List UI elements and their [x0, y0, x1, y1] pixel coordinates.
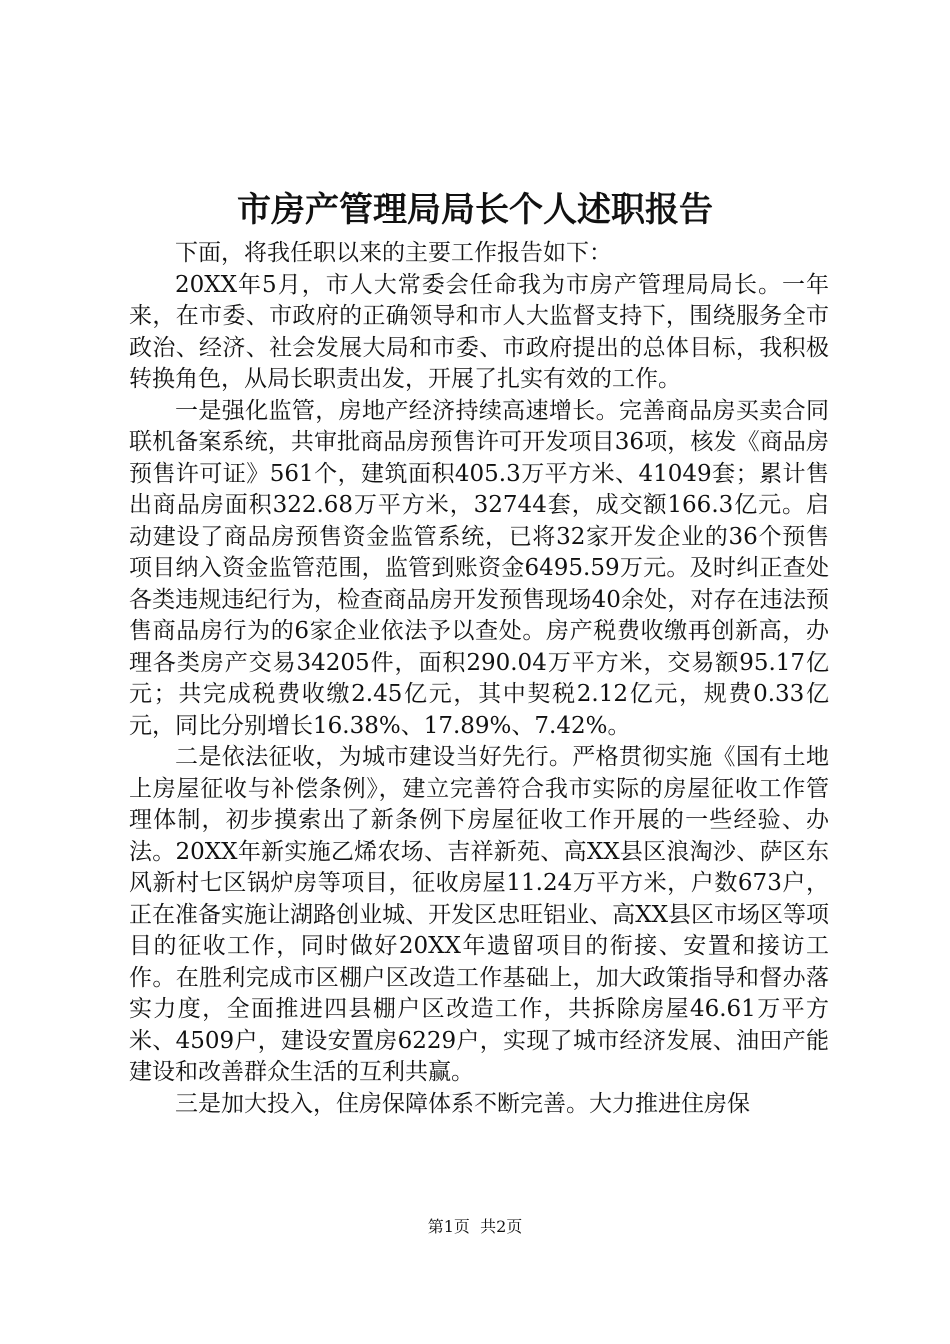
page-footer	[0, 1216, 950, 1238]
paragraph-intro: 下面，将我任职以来的主要工作报告如下：	[175, 240, 612, 266]
page-number: 第1页	[427, 1217, 470, 1236]
page-total: 共2页	[480, 1217, 523, 1236]
paragraph-supervision: 一是强化监管，房地产经济持续高速增长。完善商品房买卖合同联机备案系统，共审批商品房预售许可开发项目36项，核发《商品房预售许可证》561个，建筑面积405.3万平方米、41049套；累计售出商品房面积322.68万平方米，32744套，成交额166.3亿元。启动建设了商品房预售资金监管系统，已将32家开发企业的36个预售项目纳入资金监管范围，监管到账资金6495.59万元。及时纠正查处各类违规违纪行为，检查商品房开发预售现场40余处，对存在违法预售商品房行为的6家企业依法予以查处。房产税费收缴再创新高，办理各类房产交易34205件，面积290.04万平方米，交易额95.17亿元；共完成税费收缴2.45亿元，其中契税2.12亿元，规费0.33亿元，同比分别增长16.38%、17.89%、7.42%。	[129, 397, 829, 739]
document-body	[129, 238, 829, 1120]
paragraph-expropriation: 二是依法征收，为城市建设当好先行。严格贯彻实施《国有土地上房屋征收与补偿条例》，建立完善符合我市实际的房屋征收工作管理体制，初步摸索出了新条例下房屋征收工作开展的一些经验、办法。20XX年新实施乙烯农场、吉祥新苑、高XX县区浪淘沙、萨区东风新村七区锅炉房等项目，征收房屋11.24万平方米，户数673户，正在准备实施让湖路创业城、开发区忠旺铝业、高XX县区市场区等项目的征收工作，同时做好20XX年遗留项目的衔接、安置和接访工作。在胜利完成市区棚户区改造工作基础上，加大政策指导和督办落实力度，全面推进四县棚户区改造工作，共拆除房屋46.61万平方米、4509户，建设安置房6229户，实现了城市经济发展、油田产能建设和改善群众生活的互利共赢。	[129, 744, 829, 1085]
paragraph-appointment: 20XX年5月，市人大常委会任命我为市房产管理局局长。一年来，在市委、市政府的正确领导和市人大监督支持下，围绕服务全市政治、经济、社会发展大局和市委、市政府提出的总体目标，我积极转换角色，从局长职责出发，开展了扎实有效的工作。	[129, 271, 829, 392]
document-title: 市房产管理局局长个人述职报告	[237, 190, 713, 230]
paragraph-housing-security: 三是加大投入，住房保障体系不断完善。大力推进住房保	[175, 1090, 750, 1117]
footer-spacer	[470, 1217, 480, 1236]
